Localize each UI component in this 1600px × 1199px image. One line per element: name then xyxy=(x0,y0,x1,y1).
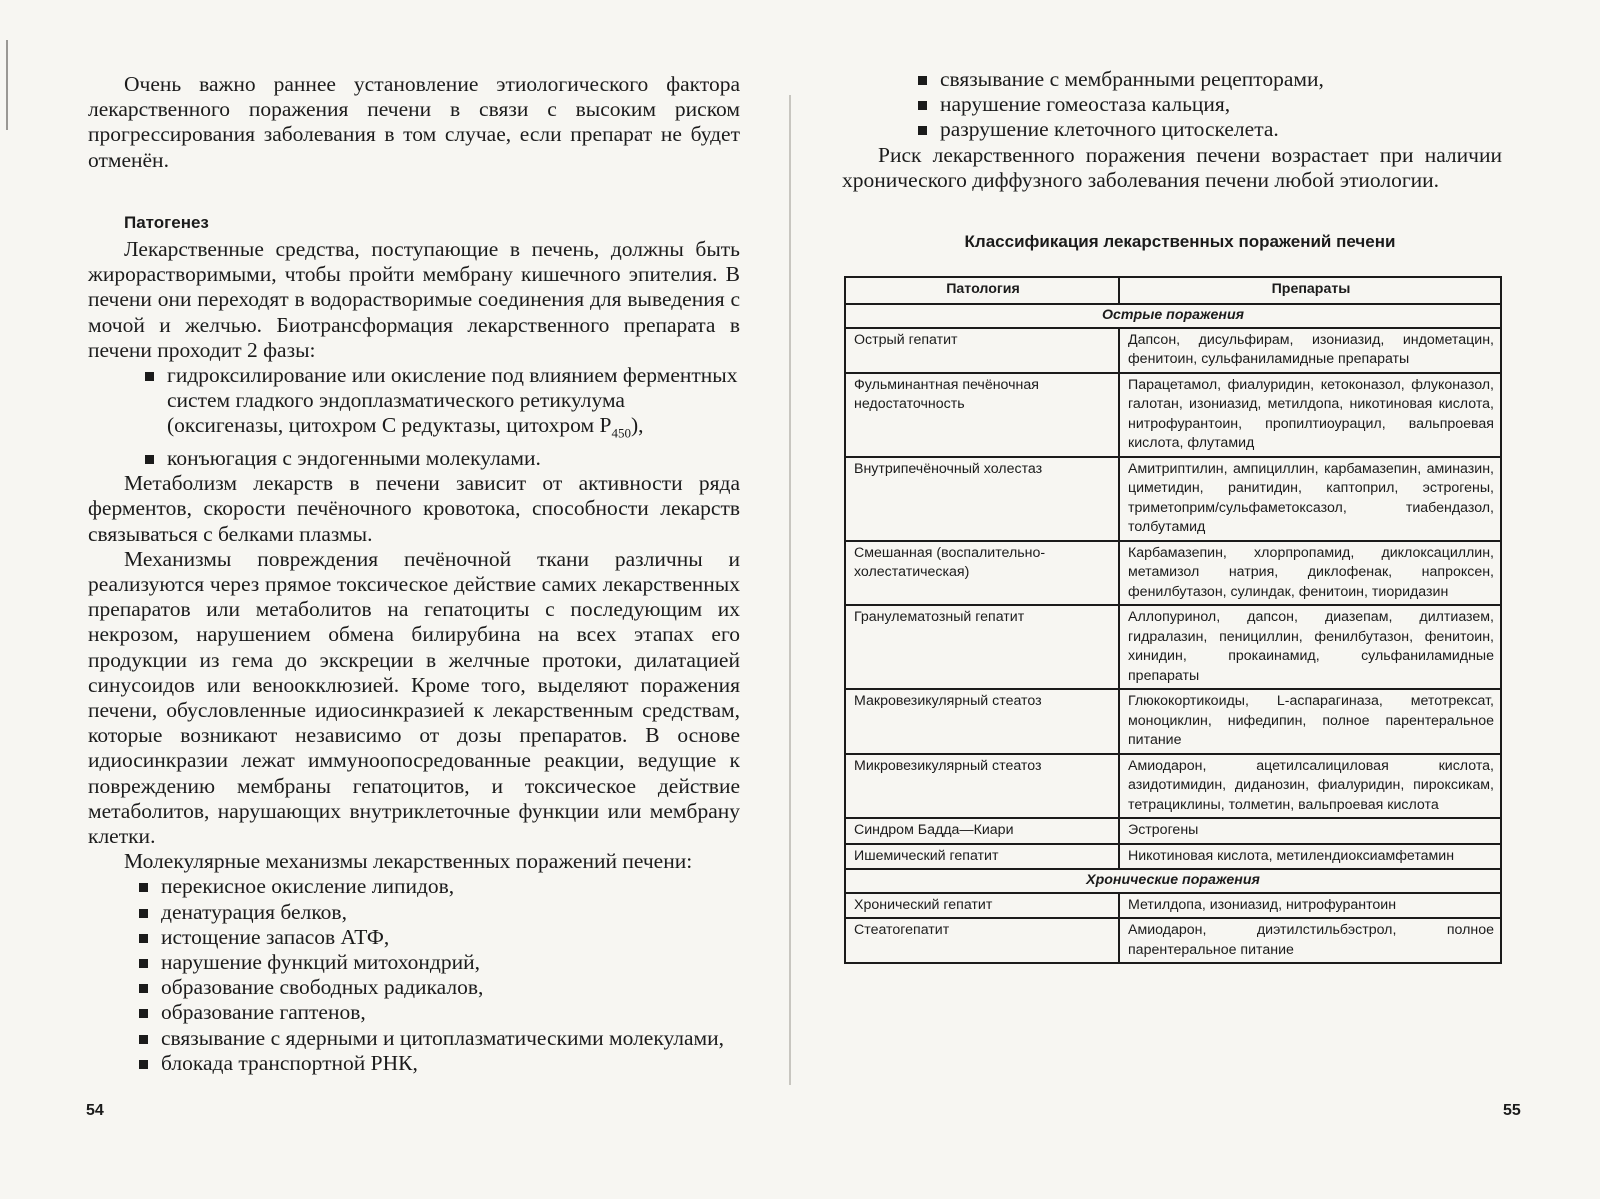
table-row xyxy=(845,541,1501,606)
section-label: Хронические поражения xyxy=(845,869,1501,893)
list-item: нарушение функций митохондрий, xyxy=(137,950,740,975)
list-item: истощение запасов АТФ, xyxy=(137,925,740,950)
page-number-left: 54 xyxy=(86,1102,104,1119)
table-row xyxy=(845,844,1501,870)
pathology-cell: Ишемический гепатит xyxy=(845,844,1119,870)
paragraph-metabolism: Метаболизм лекарств в печени зависит от активности ряда ферментов, скорости печёночного кровотока, способности лекарств связываться с белками плазмы. xyxy=(88,471,740,546)
table-title: Классификация лекарственных поражений печени xyxy=(964,232,1396,251)
header-drugs: Препараты xyxy=(1119,277,1501,304)
list-item: связывание с мембранными рецепторами, xyxy=(916,67,1502,92)
table-row xyxy=(845,328,1501,373)
pathology-cell: Стеатогепатит xyxy=(845,918,1119,963)
pathology-cell: Синдром Бадда—Киари xyxy=(845,818,1119,844)
drugs-cell: Метилдопа, изониазид, нитрофурантоин xyxy=(1119,893,1501,919)
left-text-column xyxy=(88,72,740,1076)
pathology-cell: Хронический гепатит xyxy=(845,893,1119,919)
pathology-cell: Гранулематозный гепатит xyxy=(845,605,1119,689)
drugs-cell: Амитриптилин, ампициллин, карбамазепин, аминазин, циметидин, ранитидин, каптоприл, эстрогены, триметоприм/сульфаметоксазол, тиабендазол, толбутамид xyxy=(1119,457,1501,541)
list-item: конъюгация с эндогенными молекулами. xyxy=(143,446,740,471)
phases-list xyxy=(143,363,740,471)
section-row-acute xyxy=(845,304,1501,328)
list-item: нарушение гомеостаза кальция, xyxy=(916,92,1502,117)
list-item: связывание с ядерными и цитоплазматическими молекулами, xyxy=(137,1026,740,1051)
pathology-cell: Внутрипечёночный холестаз xyxy=(845,457,1119,541)
mechanisms-list-continued xyxy=(916,67,1502,143)
list-item: блокада транспортной РНК, xyxy=(137,1051,740,1076)
table-row xyxy=(845,918,1501,963)
list-item: перекисное окисление липидов, xyxy=(137,874,740,899)
drugs-cell: Аллопуринол, дапсон, диазепам, дилтиазем, гидралазин, пенициллин, фенилбутазон, фенитоин, хинидин, прокаинамид, сульфаниламидные препараты xyxy=(1119,605,1501,689)
section-heading: Патогенез xyxy=(124,212,209,232)
cytochrome-subscript: 450 xyxy=(611,425,631,441)
phase1-text: гидроксилирование или окисление под влиянием ферментных систем гладкого эндоплазматического ретикулума (оксигеназы, цитохром С редуктазы, цитохром P xyxy=(167,363,738,438)
table-row xyxy=(845,818,1501,844)
paragraph-mechanisms: Механизмы повреждения печёночной ткани различны и реализуются через прямое токсическое действие самих лекарственных препаратов или метаболитов на гепатоциты с последующим их некрозом, нарушением обмена билирубина на всех этапах его продукции из гема до экскреции в желчные протоки, дилатацией синусоидов или веноокклюзией. Кроме того, выделяют поражения печени, обусловленные идиосинкразией к лекарственным средствам, которые возникают независимо от дозы препаратов. В основе идиосинкразии лежат иммуноопосредованные реакции, ведущие к повреждению мембраны гепатоцитов, и токсическое действие метаболитов, нарушающих внутриклеточные функции или мембрану клетки. xyxy=(88,546,740,848)
list-item xyxy=(143,363,740,446)
page-edge-mark xyxy=(6,40,8,130)
drugs-cell: Эстрогены xyxy=(1119,818,1501,844)
page-number-right: 55 xyxy=(1503,1102,1521,1119)
drugs-cell: Дапсон, дисульфирам, изониазид, индометацин, фенитоин, сульфаниламидные препараты xyxy=(1119,328,1501,373)
pathology-cell: Макровезикулярный стеатоз xyxy=(845,689,1119,754)
list-item: разрушение клеточного цитоскелета. xyxy=(916,117,1502,142)
left-page xyxy=(0,0,790,1199)
drugs-cell: Амиодарон, диэтилстильбэстрол, полное парентеральное питание xyxy=(1119,918,1501,963)
header-pathology: Патология xyxy=(845,277,1119,304)
table-row xyxy=(845,689,1501,754)
classification-table xyxy=(844,276,1502,964)
paragraph-molecular: Молекулярные механизмы лекарственных поражений печени: xyxy=(124,849,693,874)
paragraph-absorption: Лекарственные средства, поступающие в печень, должны быть жирорастворимыми, чтобы пройти мембрану кишечного эпителия. В печени они переходят в водорастворимые соединения для выведения с мочой и желчью. Биотрансформация лекарственного препарата в печени проходит 2 фазы: xyxy=(88,237,740,362)
pathology-cell: Острый гепатит xyxy=(845,328,1119,373)
table-row xyxy=(845,893,1501,919)
section-label: Острые поражения xyxy=(845,304,1501,328)
table-row xyxy=(845,605,1501,689)
pathology-cell: Фульминантная печёночная недостаточность xyxy=(845,373,1119,457)
drugs-cell: Никотиновая кислота, метилендиоксиамфетамин xyxy=(1119,844,1501,870)
list-item: образование свободных радикалов, xyxy=(137,975,740,1000)
phase1-end: ), xyxy=(630,413,644,438)
table-row xyxy=(845,754,1501,819)
risk-paragraph: Риск лекарственного поражения печени возрастает при наличии хронического диффузного заболевания печени любой этиологии. xyxy=(842,142,1502,192)
table-header-row xyxy=(845,277,1501,304)
intro-paragraph: Очень важно раннее установление этиологического фактора лекарственного поражения печени в связи с высоким риском прогрессирования заболевания в том случае, если препарат не будет отменён. xyxy=(88,72,740,172)
right-text-column xyxy=(842,67,1502,193)
table-row xyxy=(845,373,1501,457)
drugs-cell: Парацетамол, фиалуридин, кетоконазол, флуконазол, галотан, изониазид, метилдопа, никотиновая кислота, нитрофурантоин, пропилтиоурацил, вальпроевая кислота, флутамид xyxy=(1119,373,1501,457)
drugs-cell: Глюкокортикоиды, L-аспарагиназа, метотрексат, моноциклин, нифедипин, полное парентеральное питание xyxy=(1119,689,1501,754)
drugs-cell: Карбамазепин, хлорпропамид, диклоксациллин, метамизол натрия, диклофенак, напроксен, фенилбутазон, сулиндак, фенитоин, тиоридазин xyxy=(1119,541,1501,606)
section-row-chronic xyxy=(845,869,1501,893)
drugs-cell: Амиодарон, ацетилсалициловая кислота, азидотимидин, диданозин, фиалуридин, пироксикам, тетрациклины, толметин, вальпроевая кислота xyxy=(1119,754,1501,819)
list-item: образование гаптенов, xyxy=(137,1000,740,1025)
list-item: денатурация белков, xyxy=(137,900,740,925)
right-page xyxy=(790,0,1600,1199)
pathology-cell: Микровезикулярный стеатоз xyxy=(845,754,1119,819)
mechanisms-list xyxy=(137,874,740,1076)
pathology-cell: Смешанная (воспалительно-холестатическая) xyxy=(845,541,1119,606)
table-row xyxy=(845,457,1501,541)
